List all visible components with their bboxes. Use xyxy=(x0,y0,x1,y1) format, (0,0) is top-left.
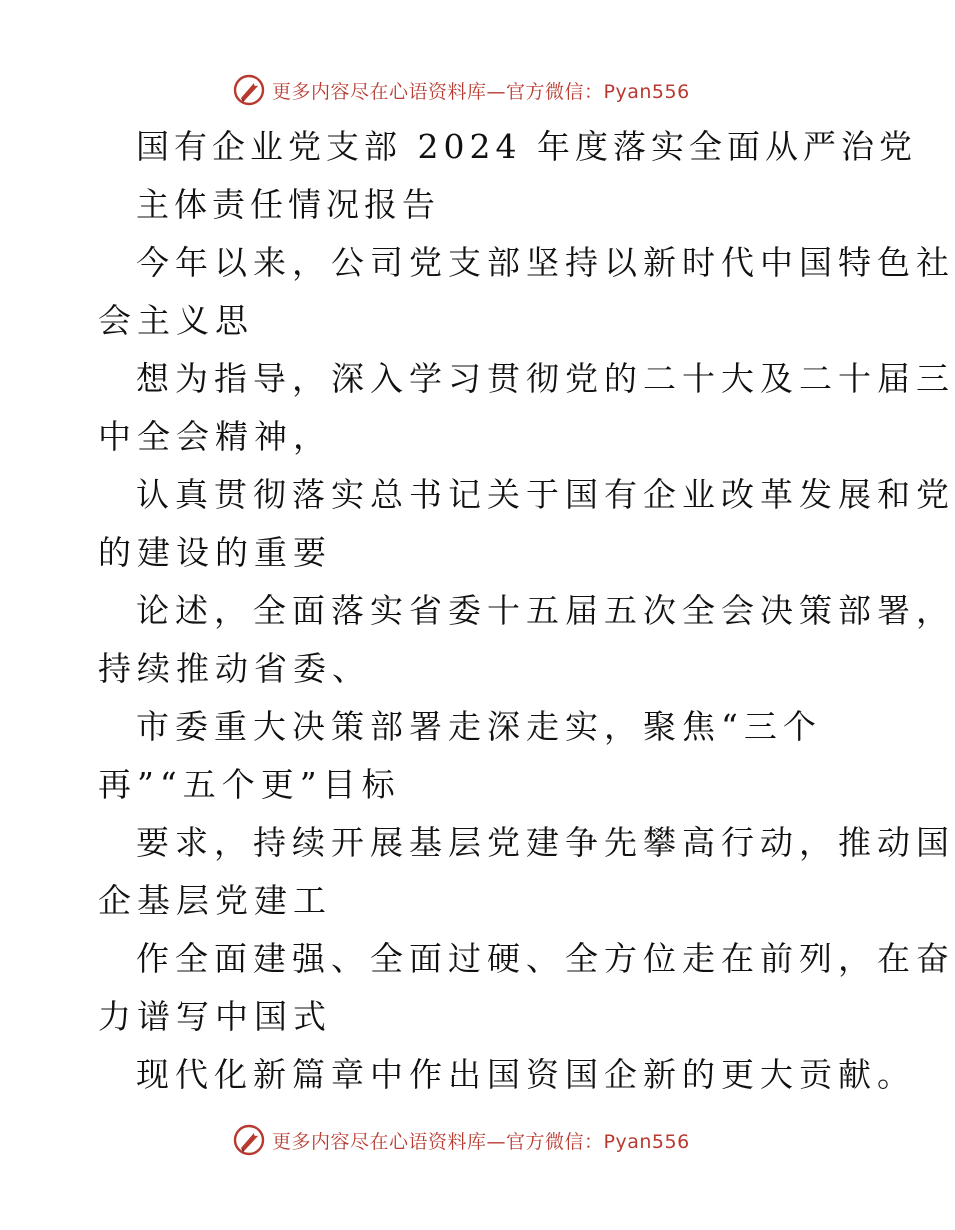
paragraph-line: 会主义思 xyxy=(98,301,254,340)
paragraph-line: 要求，持续开展基层党建争先攀高行动，推动国 xyxy=(136,823,955,862)
wechat-id: Pyan556 xyxy=(603,80,690,103)
paragraph-line: 认真贯彻落实总书记关于国有企业改革发展和党 xyxy=(136,475,955,514)
paragraph-line: 作全面建强、全面过硬、全方位走在前列，在奋 xyxy=(136,939,955,978)
watermark-text: 更多内容尽在心语资料库—官方微信：Pyan556 xyxy=(272,1130,690,1153)
pen-logo-icon xyxy=(232,73,266,107)
title-line: 主体责任情况报告 xyxy=(136,185,440,224)
paragraph-line: 持续推动省委、 xyxy=(98,649,371,688)
paragraph-line: 中全会精神， xyxy=(98,417,332,456)
paragraph-line: 企基层党建工 xyxy=(98,881,332,920)
document-body xyxy=(98,118,955,1104)
paragraph-line: 再”“五个更”目标 xyxy=(98,765,401,804)
paragraph-line: 市委重大决策部署走深走实，聚焦“三个 xyxy=(136,707,822,746)
paragraph-line: 想为指导，深入学习贯彻党的二十大及二十届三 xyxy=(136,359,955,398)
title-line: 国有企业党支部 2024 年度落实全面从严治党 xyxy=(136,127,917,166)
header-watermark xyxy=(232,70,690,110)
paragraph-line: 力谱写中国式 xyxy=(98,997,332,1036)
wechat-id: Pyan556 xyxy=(603,1130,690,1153)
pen-logo-icon xyxy=(232,1123,266,1157)
footer-watermark xyxy=(232,1120,690,1160)
watermark-text: 更多内容尽在心语资料库—官方微信：Pyan556 xyxy=(272,80,690,103)
paragraph-line: 论述，全面落实省委十五届五次全会决策部署， xyxy=(136,591,955,630)
paragraph-line: 现代化新篇章中作出国资国企新的更大贡献。 xyxy=(136,1055,916,1094)
paragraph-line: 今年以来，公司党支部坚持以新时代中国特色社 xyxy=(136,243,955,282)
paragraph-line: 的建设的重要 xyxy=(98,533,332,572)
